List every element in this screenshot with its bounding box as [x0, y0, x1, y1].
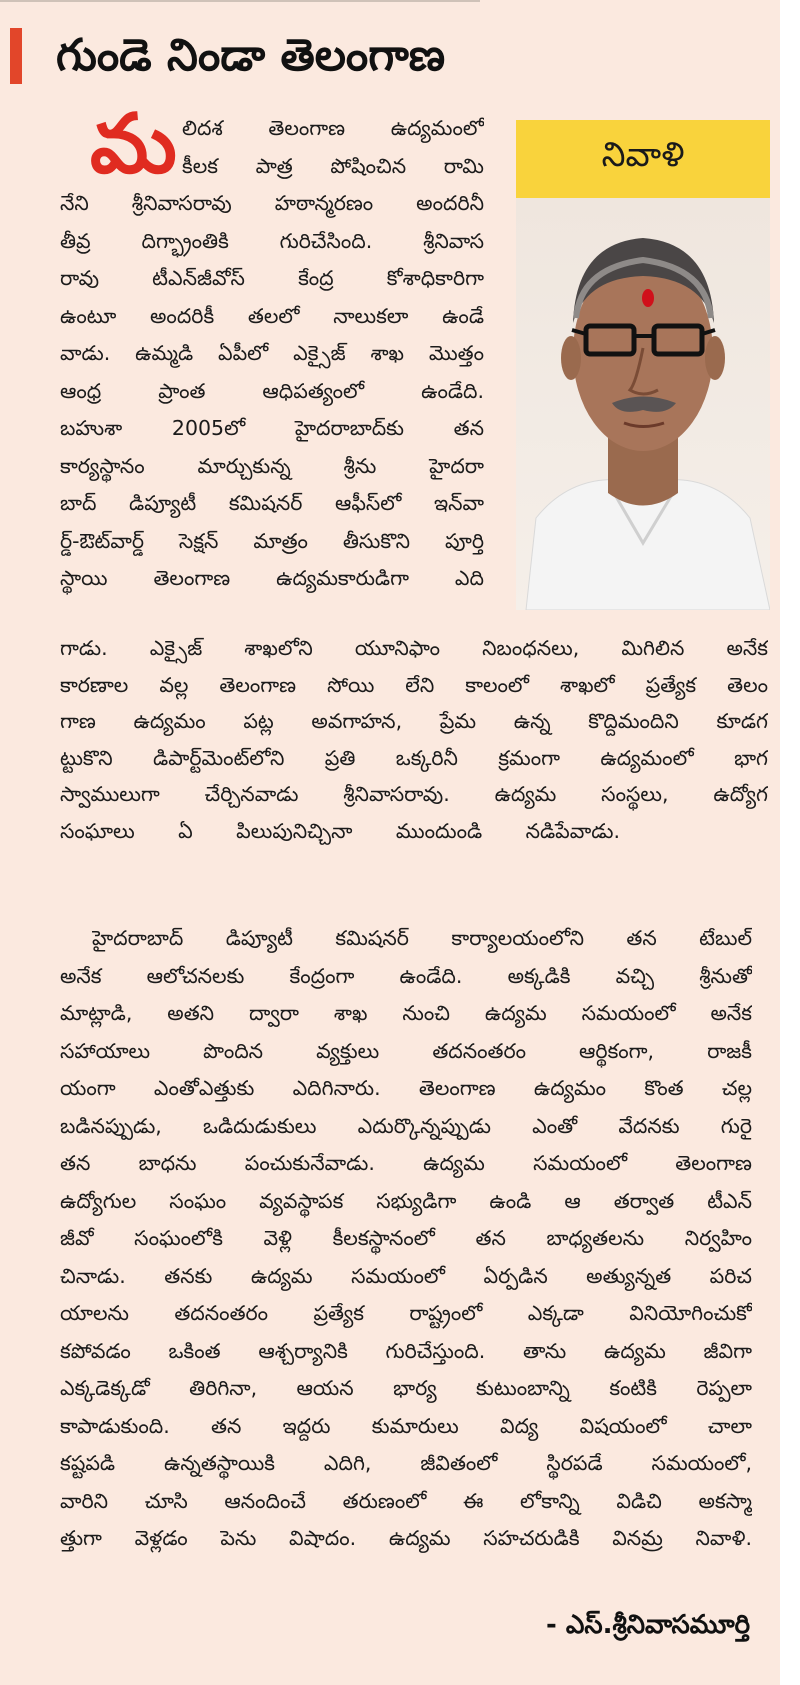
author-signature: - ఎస్.శ్రీనివాసమూర్తి — [546, 1610, 750, 1640]
column-line-5: రావు టీఎన్‌జీవోస్ కేంద్ర కోశాధికారిగా — [60, 266, 484, 290]
top-rule — [0, 0, 480, 2]
paragraph1-line-3: గాణ ఉద్యమం పట్ల అవగాహన, ప్రేమ ఉన్న కొద్దిమందిని కూడగ — [60, 709, 768, 733]
paragraph2-line-16: వారిని చూసి ఆనందించే తరుణంలో ఈ లోకాన్ని విడిచి అకస్మా — [60, 1488, 752, 1513]
headline: గుండె నిండా తెలంగాణ — [56, 30, 446, 81]
paragraph2-line-17: త్తుగా వెళ్లడం పెను విషాదం. ఉద్యమ సహచరుడికి వినమ్ర నివాళి. — [60, 1526, 752, 1550]
paragraph2-line-1: హైదరాబాద్ డిప్యూటీ కమిషనర్ కార్యాలయంలోని తన టేబుల్ — [92, 926, 752, 950]
column-line-12: ర్డ్-ఔట్‌వార్డ్ సెక్షన్ మాత్రం తీసుకొని పూర్తి — [60, 528, 484, 553]
paragraph2-line-9: జీవో సంఘంలోకి వెళ్లి కీలకస్థానంలో తన బాధ్యతలను నిర్వహిం — [60, 1226, 752, 1250]
paragraph2-line-2: అనేక ఆలోచనలకు కేంద్రంగా ఉండేది. అక్కడికి వచ్చి శ్రీనుతో — [60, 963, 752, 988]
paragraph2-line-8: ఉద్యోగుల సంఘం వ్యవస్థాపక సభ్యుడిగా ఉండి ఆ తర్వాత టీఎన్ — [60, 1188, 752, 1213]
column-line-4: తీవ్ర దిగ్భ్రాంతికి గురిచేసింది. శ్రీనివాస — [60, 228, 484, 253]
column-line-9: బహుశా 2005లో హైదరాబాద్‌కు తన — [60, 416, 484, 440]
drop-cap: మ — [90, 97, 177, 192]
paragraph1-line-5: స్వాములుగా చేర్చినవాడు శ్రీనివాసరావు. ఉద్యమ సంస్థలు, ఉద్యోగ — [60, 782, 768, 806]
paragraph1-line-4: ట్టుకొని డిపార్ట్‌మెంట్‌లోని ప్రతి ఒక్కరినీ క్రమంగా ఉద్యమంలో భాగ — [60, 745, 768, 770]
title-accent-bar — [10, 28, 22, 84]
column-line-1: లిదశ తెలంగాణ ఉద్యమంలో — [182, 116, 484, 140]
portrait-photo — [516, 198, 770, 610]
paragraph2-line-15: కష్టపడి ఉన్నతస్థాయికి ఎదిగి, జీవితంలో స్థిరపడే సమయంలో, — [60, 1451, 752, 1475]
paragraph2-line-10: చినాడు. తనకు ఉద్యమ సమయంలో ఏర్పడిన అత్యున్నత పరిచ — [60, 1263, 752, 1288]
portrait-illustration — [516, 198, 770, 610]
paragraph1-line-2: కారణాల వల్ల తెలంగాణ సోయి లేని కాలంలో శాఖలో ప్రత్యేక తెలం — [60, 672, 768, 697]
column-line-11: బాద్ డిప్యూటీ కమిషనర్ ఆఫీస్‌లో ఇన్‌వా — [60, 491, 484, 515]
paragraph2-line-3: మాట్లాడి, అతని ద్వారా శాఖ నుంచి ఉద్యమ సమయంలో అనేక — [60, 1001, 752, 1025]
paragraph1-line-6: సంఘాలు ఏ పిలుపునిచ్చినా ముందుండి నడిపేవాడు. — [60, 818, 620, 843]
photo-caption: నివాళి — [516, 120, 770, 198]
column-line-10: కార్యస్థానం మార్చుకున్న శ్రీను హైదరా — [60, 453, 484, 478]
column-line-6: ఉంటూ అందరికీ తలలో నాలుకలా ఉండే — [60, 303, 484, 328]
column-line-13: స్థాయి తెలంగాణ ఉద్యమకారుడిగా ఎది — [60, 566, 484, 590]
paragraph2-line-11: యాలను తదనంతరం ప్రత్యేక రాష్ట్రంలో ఎక్కడా వినియోగించుకో — [60, 1301, 752, 1325]
column-line-2: కీలక పాత్ర పోషించిన రామి — [182, 153, 484, 178]
paragraph2-line-7: తన బాధను పంచుకునేవాడు. ఉద్యమ సమయంలో తెలంగాణ — [60, 1151, 752, 1175]
paragraph2-line-5: యంగా ఎంతోఎత్తుకు ఎదిగినారు. తెలంగాణ ఉద్యమం కొంత చల్ల — [60, 1076, 752, 1100]
paragraph2-line-4: సహాయాలు పొందిన వ్యక్తులు తదనంతరం ఆర్థికంగా, రాజకీ — [60, 1038, 752, 1063]
paragraph1-line-1: గాడు. ఎక్సైజ్ శాఖలోని యూనిఫాం నిబంధనలు, మిగిలిన అనేక — [60, 636, 768, 660]
column-line-3: నేని శ్రీనివాసరావు హఠాన్మరణం అందరినీ — [60, 191, 484, 215]
paragraph2-line-12: కపోవడం ఒకింత ఆశ్చర్యానికి గురిచేస్తుంది. తాను ఉద్యమ జీవిగా — [60, 1338, 752, 1363]
paragraph2-line-13: ఎక్కడెక్కడో తిరిగినా, ఆయన భార్య కుటుంబాన్ని కంటికి రెప్పలా — [60, 1376, 752, 1400]
paragraph2-line-6: బడినప్పుడు, ఒడిదుడుకులు ఎదుర్కొన్నప్పుడు ఎంతో వేదనకు గురై — [60, 1113, 752, 1138]
paragraph2-line-14: కాపాడుకుంది. తన ఇద్దరు కుమారులు విద్య విషయంలో చాలా — [60, 1413, 752, 1438]
column-line-8: ఆంధ్ర ప్రాంత ఆధిపత్యంలో ఉండేది. — [60, 378, 484, 403]
column-line-7: వాడు. ఉమ్మడి ఏపీలో ఎక్సైజ్ శాఖ మొత్తం — [60, 341, 484, 365]
